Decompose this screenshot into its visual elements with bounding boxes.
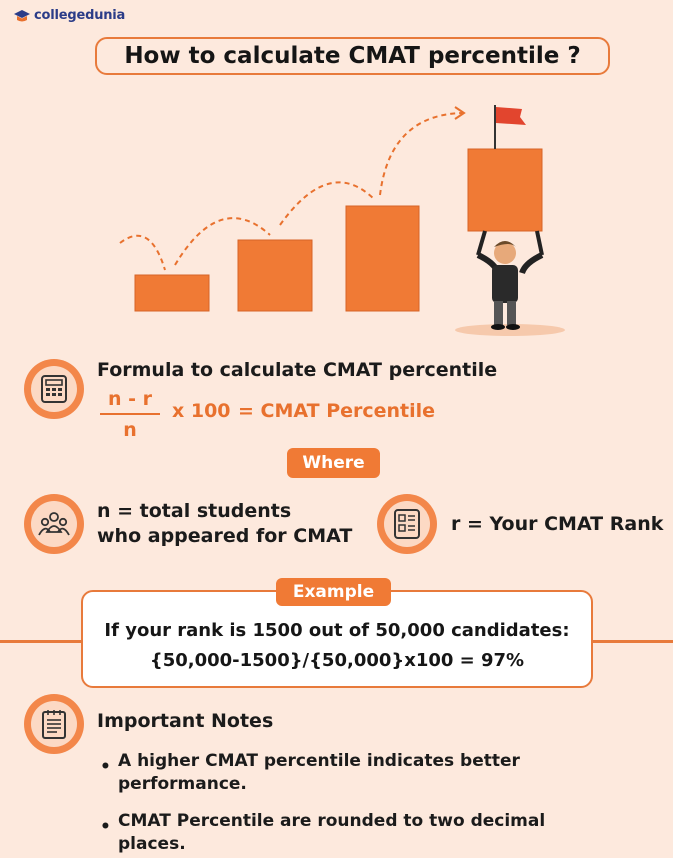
notes-heading: Important Notes <box>97 710 274 732</box>
list-item <box>100 750 555 796</box>
bullet-icon: • <box>100 757 111 777</box>
step-block-3 <box>346 206 419 311</box>
bullet-icon: • <box>100 817 111 837</box>
rank-icon-badge <box>377 494 437 554</box>
formula-fraction <box>100 388 160 441</box>
scorecard-icon <box>394 509 420 539</box>
group-icon <box>38 510 70 538</box>
students-icon-badge <box>24 494 84 554</box>
brand-name: collegedunia <box>34 8 126 23</box>
r-definition: r = Your CMAT Rank <box>451 513 664 535</box>
example-line2: {50,000-1500}/{50,000}x100 = 97% <box>149 650 525 671</box>
brand-logo[interactable] <box>14 8 125 23</box>
notes-list <box>100 750 555 856</box>
calculator-icon <box>41 375 67 403</box>
formula-numerator: n - r <box>107 388 152 410</box>
page-title: How to calculate CMAT percentile ? <box>95 37 610 75</box>
n-definition-line2: who appeared for CMAT <box>97 525 353 547</box>
step-block-1 <box>135 275 209 311</box>
where-label: Where <box>287 448 380 478</box>
example-line1: If your rank is 1500 out of 50,000 candidates: <box>104 620 570 641</box>
example-label: Example <box>276 578 391 606</box>
note-text: CMAT Percentile are rounded to two decimal places. <box>118 811 546 854</box>
fraction-bar <box>100 413 160 415</box>
top-block <box>468 149 542 231</box>
formula-denominator: n <box>123 419 137 441</box>
n-definition-line1: n = total students <box>97 500 292 522</box>
formula-heading: Formula to calculate CMAT percentile <box>97 359 498 381</box>
list-item <box>100 810 555 856</box>
formula-multiplier: x 100 <box>172 400 231 422</box>
note-text: A higher CMAT percentile indicates better performance. <box>118 751 520 794</box>
notes-icon-badge <box>24 694 84 754</box>
step-block-2 <box>238 240 312 311</box>
calculator-icon-badge <box>24 359 84 419</box>
graduation-cap-icon <box>14 9 30 23</box>
notepad-icon <box>42 709 66 739</box>
n-definition <box>97 499 352 549</box>
formula-result: = CMAT Percentile <box>238 400 436 422</box>
growth-illustration <box>100 95 580 345</box>
